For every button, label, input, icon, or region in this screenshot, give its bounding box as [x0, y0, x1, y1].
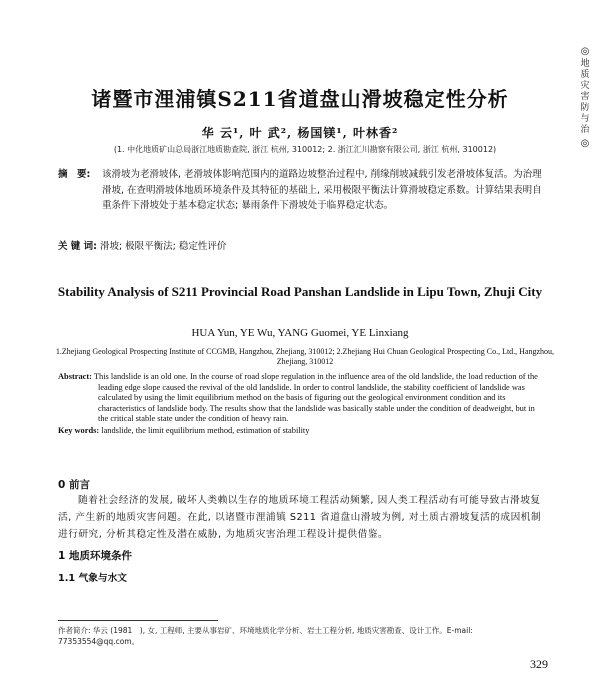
- abstract-text: 该滑坡为老滑坡体, 老滑坡体影响范围内的道路边坡整治过程中, 削缘削坡减载引发老滑坡体复活。为治理滑坡, 在查明滑坡体地质环境条件及其特征的基础上, 采用极限平衡法计算滑坡稳定系数。计算结果表明自重条件下滑坡处于基本稳定状态; 暴雨条件下滑坡处于临界稳定状态。: [102, 169, 542, 211]
- page-number: 329: [530, 657, 548, 671]
- keywords-label: 关 键 词:: [58, 241, 97, 252]
- footnote-divider: [58, 620, 218, 621]
- english-authors: HUA Yun, YE Wu, YANG Guomei, YE Linxiang: [191, 327, 409, 339]
- chinese-affiliation: (1. 中化地质矿山总局浙江地质勘查院, 浙江 杭州, 310012; 2. 浙江汇川勘察有限公司, 浙江 杭州, 310012): [113, 145, 497, 154]
- circle-mark-icon: ◎: [580, 46, 590, 57]
- journal-name: 地质灾害防与治: [580, 59, 590, 135]
- abstract-label: Abstract:: [58, 372, 92, 381]
- section-heading-1: 1 地质环境条件: [58, 550, 132, 562]
- chinese-keywords: [58, 238, 546, 252]
- keywords-text: landslide, the limit equilibrium method, estimation of stability: [101, 426, 310, 435]
- english-affiliation: 1.Zhejiang Geological Prospecting Institute of CCGMB, Hangzhou, Zhejiang, 310012; 2.Zhejiang Hui Chuan Geological Prospecting Co., Ltd., Hangzhou, Zhejiang, 310012: [55, 347, 555, 366]
- chinese-authors: 华 云¹, 叶 武², 杨国镁¹, 叶林香²: [201, 126, 399, 140]
- abstract-label: 摘 要:: [58, 169, 91, 180]
- author-footnote: 作者简介: 华云 (1981 ), 女, 工程师, 主要从事岩矿、环境地质化学分析、岩土工程分析, 地质灾害勘查、设计工作。E-mail: 77353554@qq.com。: [58, 626, 473, 646]
- circle-mark-icon: ◎: [580, 138, 590, 149]
- english-keywords: [58, 426, 546, 435]
- keywords-label: Key words:: [58, 426, 100, 435]
- section-heading-1-1: 1.1 气象与水文: [58, 573, 127, 584]
- chinese-title: 诸暨市浬浦镇S211省道盘山滑坡稳定性分析: [91, 87, 509, 111]
- section-heading-0: 0 前言: [58, 479, 90, 491]
- chinese-abstract: [58, 167, 546, 214]
- abstract-text: This landslide is an old one. In the course of road slope regulation in the influence area of the old landslide, the load reduction of the leading edge slope caused the revival of the old landslide. In order to control landslide, the stability coefficient of landslide was calculated by using the limit equilibrium method on the basis of figuring out the geological environment condition and its characteristics of landslide body. The results show that the landslide was basically stable under the condition of deadweight, but in the critical stable state under the condition of heavy rain.: [93, 372, 538, 424]
- english-abstract: [58, 372, 546, 425]
- keywords-text: 滑坡; 极限平衡法; 稳定性评价: [99, 241, 227, 252]
- section-0-paragraph: 随着社会经济的发展, 破坏人类赖以生存的地质环境工程活动频繁, 因人类工程活动有可能导致古滑坡复活, 产生新的地质灾害问题。在此, 以诸暨市浬浦镇 S211 省道盘山滑坡为例, 对土质古滑坡复活的成因机制进行研究, 分析其稳定性及潜在威胁, 为地质灾害治理工程设计提供借鉴。: [58, 495, 542, 540]
- english-title: Stability Analysis of S211 Provincial Road Panshan Landslide in Lipu Town, Zhuji City: [57, 284, 543, 299]
